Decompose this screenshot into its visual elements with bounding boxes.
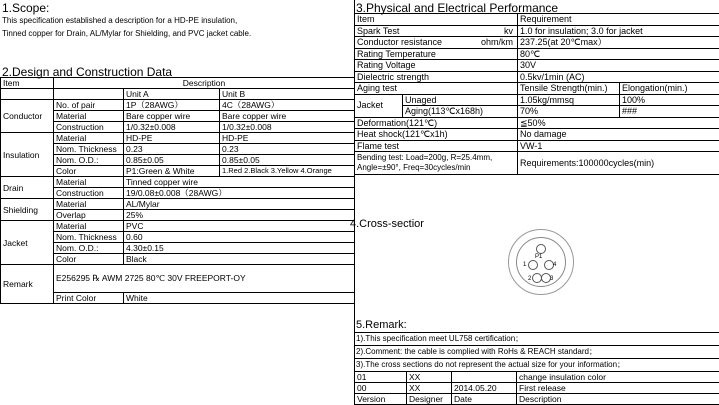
- revision-header-date: Date: [452, 394, 517, 405]
- remark-line-2: 2).Comment: the cable is complied with RoHs & REACH standard；: [354, 346, 719, 359]
- spark-test-label: Spark Test: [357, 26, 399, 36]
- deformation-label: Deformation(121℃): [355, 117, 518, 129]
- heat-shock-value: No damage: [518, 129, 719, 141]
- cell: Nom. O.D.:: [54, 243, 124, 254]
- jacket-label: Jacket: [355, 94, 403, 117]
- spark-test-unit: kv: [504, 26, 513, 37]
- bending-line-2: Angle=±90°, Freq=30cycles/min: [357, 163, 470, 172]
- conductor-resistance-unit: ohm/km: [481, 37, 513, 48]
- cell: 0.85±0.05: [220, 155, 355, 166]
- header-item: Item: [1, 78, 54, 89]
- perf-header-item: Item: [355, 14, 518, 26]
- scope-line-1: This specification established a description for a HD-PE insulation,: [2, 16, 237, 26]
- cell: Overlap: [54, 210, 124, 221]
- cell: 0.23: [220, 144, 355, 155]
- cell: Construction: [54, 122, 124, 133]
- remark-line-1: 1).This specification meet UL758 certification；: [354, 333, 719, 346]
- label-4: 4: [553, 262, 556, 268]
- revision-designer: XX: [407, 372, 452, 383]
- bending-label: [355, 152, 518, 175]
- design-title: 2.Design and Construction Data: [2, 66, 172, 79]
- cell: Nom. O.D.:: [54, 155, 124, 166]
- shielding-label: Shielding: [1, 199, 54, 221]
- cell: Color: [54, 254, 124, 265]
- header-unit-b: Unit B: [220, 89, 355, 100]
- dielectric-label: Dielectric strength: [355, 71, 518, 83]
- cell: Black: [124, 254, 355, 265]
- revision-date: 2014.05.20: [452, 383, 517, 394]
- aged-elongation: ###: [620, 106, 719, 118]
- marking-text: E256295 ℞ AWM 2725 80℃ 30V FREEPORT-OY: [54, 265, 355, 293]
- aged-tensile: 70%: [518, 106, 620, 118]
- cell: Bare copper wire: [220, 111, 355, 122]
- print-color-value: White: [124, 292, 355, 303]
- cell: Material: [54, 133, 124, 144]
- revision-header-description: Description: [517, 394, 719, 405]
- conductor-resistance-label: Conductor resistance: [357, 37, 442, 47]
- revision-description: First release: [517, 383, 719, 394]
- cell: 0.23: [124, 144, 220, 155]
- heat-shock-label: Heat shock(121℃x1h): [355, 129, 518, 141]
- revision-designer: XX: [407, 383, 452, 394]
- revision-version: 01: [355, 372, 407, 383]
- rating-voltage-label: Rating Voltage: [355, 60, 518, 72]
- insulation-label: Insulation: [1, 133, 54, 177]
- rating-voltage-value: 30V: [518, 60, 719, 72]
- cell: Color: [54, 166, 124, 177]
- flame-test-label: Flame test: [355, 140, 518, 152]
- cell: 1.Red 2.Black 3.Yellow 4.Orange: [220, 166, 355, 177]
- bending-value: Requirements:100000cycles(min): [518, 152, 719, 175]
- label-1: 1: [523, 262, 526, 268]
- conductor-resistance-value: 237.25(at 20℃max）: [518, 37, 719, 49]
- cell: Nom. Thickness: [54, 144, 124, 155]
- design-table: [0, 77, 355, 304]
- unaged-tensile: 1.05kg/mmsq: [518, 94, 620, 106]
- cell: 1/0.32±0.008: [220, 122, 355, 133]
- cell: Construction: [54, 188, 124, 199]
- aged-label: Aging(113℃x168h): [403, 106, 518, 118]
- unaged-label: Unaged: [403, 94, 518, 106]
- jacket-label: Jacket: [1, 221, 54, 265]
- physical-title: 3.Physical and Electrical Performance: [356, 2, 558, 15]
- deformation-value: ≦50%: [518, 117, 719, 129]
- cell: 0.60: [124, 232, 355, 243]
- revision-header-designer: Designer: [407, 394, 452, 405]
- rating-temperature-value: 80℃: [518, 48, 719, 60]
- unaged-elongation: 100%: [620, 94, 719, 106]
- print-color-label: Print Color: [54, 292, 124, 303]
- aging-label: Aging test: [355, 83, 518, 95]
- spark-test-value: 1.0 for insulation; 3.0 for jacket: [518, 25, 719, 37]
- revision-description: change insulation color: [517, 372, 719, 383]
- label-p1: P1: [535, 254, 542, 260]
- cell: HD-PE: [124, 133, 220, 144]
- bending-line-1: Bending test: Load=200g, R=25.4mm,: [357, 153, 492, 162]
- flame-test-value: VW-1: [518, 140, 719, 152]
- remark-line-3: 3).The cross sections do not represent the actual size for your information；: [354, 359, 719, 372]
- rating-temperature-label: Rating Temperature: [355, 48, 518, 60]
- remark-title: 5.Remark:: [356, 319, 407, 332]
- conductor-label: Conductor: [1, 100, 54, 133]
- cell: P1:Green & White: [124, 166, 220, 177]
- cell: PVC: [124, 221, 355, 232]
- header-unit-a: Unit A: [124, 89, 220, 100]
- cell: 19/0.08±0.008（28AWG）: [124, 188, 355, 199]
- revision-date: [452, 372, 517, 383]
- cell: 4.30±0.15: [124, 243, 355, 254]
- header-description: Description: [54, 78, 355, 89]
- scope-line-2: Tinned copper for Drain, AL/Mylar for Shielding, and PVC jacket cable.: [2, 29, 251, 39]
- cell: HD-PE: [220, 133, 355, 144]
- cell: 1P（28AWG）: [124, 100, 220, 111]
- perf-header-requirement: Requirement: [518, 14, 719, 26]
- elongation-header: Elongation(min.): [620, 83, 719, 95]
- cell: Nom. Thickness: [54, 232, 124, 243]
- performance-table: [354, 13, 719, 175]
- cross-section-title: 4.Cross-sectior: [350, 218, 424, 231]
- core-1: [528, 260, 538, 270]
- cell: Material: [54, 199, 124, 210]
- dielectric-value: 0.5kv/1min (AC): [518, 71, 719, 83]
- right-column: [354, 0, 719, 400]
- cell: Tinned copper wire: [124, 177, 355, 188]
- cell: 1/0.32±0.008: [124, 122, 220, 133]
- cell: No. of pair: [54, 100, 124, 111]
- scope-title: 1.Scope:: [2, 2, 49, 15]
- pair-core: [536, 244, 546, 254]
- cell: Material: [54, 111, 124, 122]
- label-3: 3: [550, 276, 553, 282]
- cell: 4C（28AWG）: [220, 100, 355, 111]
- tensile-header: Tensile Strength(min.): [518, 83, 620, 95]
- cell: Material: [54, 221, 124, 232]
- cell: AL/Mylar: [124, 199, 355, 210]
- cell: 25%: [124, 210, 355, 221]
- cell: Bare copper wire: [124, 111, 220, 122]
- drain-label: Drain: [1, 177, 54, 199]
- revision-version: 00: [355, 383, 407, 394]
- revision-header-version: Version: [355, 394, 407, 405]
- remark-label: Remark: [1, 265, 54, 304]
- left-column: [0, 0, 355, 400]
- cross-section-diagram: [508, 229, 574, 295]
- cell: 0.85±0.05: [124, 155, 220, 166]
- cell: Material: [54, 177, 124, 188]
- label-2: 2: [528, 276, 531, 282]
